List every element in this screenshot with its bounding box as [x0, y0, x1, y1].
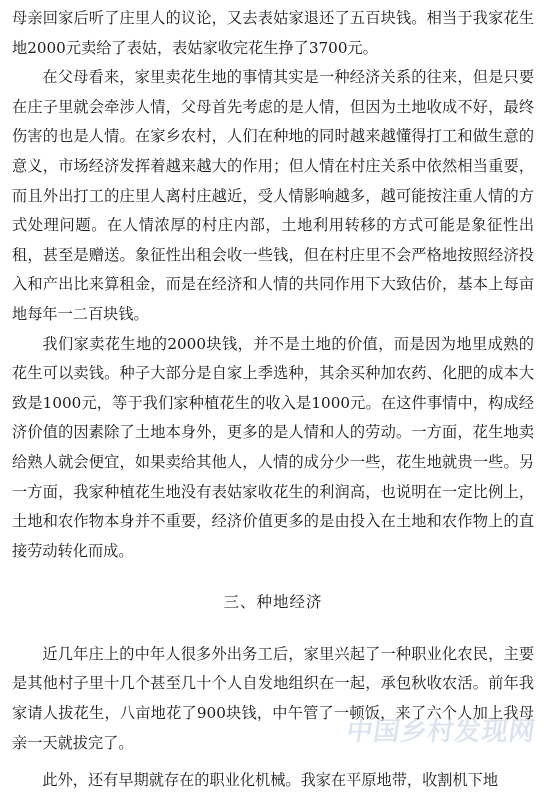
paragraph-3: 我们家卖花生地的2000块钱，并不是土地的价值，而是因为地里成熟的花生可以卖钱。种子大部分是自家上季选种，其余买种加农药、化肥的成本大致是1000元，等于我们家种植花生的收入是1000元。在这件事情中，构成经济价值的因素除了土地本身外，更多的是人情和人的劳动。一方面，花生地卖给熟人就会便宜，如果卖给其他人，人情的成分少一些，花生地就贵一些。另一方面，我家种植花生地没有表姑家收花生的利润高，也说明在一定比例上，土地和农作物本身并不重要，经济价值更多的是由投入在土地和农作物上的直接劳动转化而成。 — [12, 334, 534, 560]
watermark-logo: 中国乡村发现网 — [344, 717, 538, 747]
paragraph-1: 母亲回家后听了庄里人的议论，又去表姑家退还了五百块钱。相当于我家花生地2000元卖给了表姑，表姑家收完花生挣了3700元。 — [12, 9, 534, 57]
section-paragraph-1: 近几年庄上的中年人很多外出务工后，家里兴起了一种职业化农民，主要是其他村子里十几个甚至几十个人自发地组织在一起，承包秋收农活。前年我家请人拔花生，八亩地花了900块钱，中午管了一顿饭，来了六个人加上我母亲一天就拔完了。 — [12, 644, 534, 752]
paragraph-gap — [12, 758, 534, 766]
section-heading: 三、种地经济 — [223, 593, 323, 612]
section-paragraph-2: 此外，还有早期就存在的职业化机械。我家在平原地带，收割机下地 — [42, 771, 499, 790]
paragraph-2: 在父母看来，家里卖花生地的事情其实是一种经济关系的往来，但是只要在庄子里就会牵涉人情，父母首先考虑的是人情，但因为土地收成不好，最终伤害的也是人情。在家乡农村，人们在种地的同时越来越懂得打工和做生意的意义，市场经济发挥着越来越大的作用；但人情在村庄关系中依然相当重要，而且外出打工的庄里人离村庄越近，受人情影响越多，越可能按注重人情的方式处理问题。在人情浓厚的村庄内部，土地利用转移的方式可能是象征性出租，甚至是赠送。象征性出租会收一些钱，但在村庄里不会严格地按照经济投入和产出比来算租金，而是在经济和人情的共同作用下大致估价，基本上每亩地每年一二百块钱。 — [12, 68, 534, 323]
